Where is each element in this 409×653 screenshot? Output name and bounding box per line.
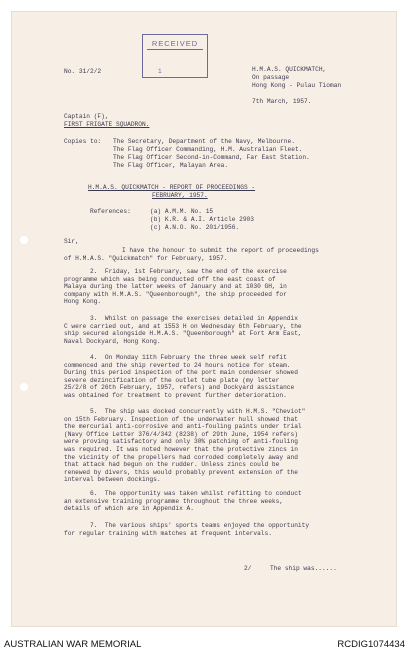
paragraph-7: 7. The various ships' sports teams enjoyed the opportunity for regular training with matches at frequent intervals.: [64, 522, 310, 537]
ship-name: H.M.A.S. QUICKMATCH,: [252, 66, 327, 73]
stamp-title: RECEIVED: [151, 39, 199, 48]
location-line-2: Hong Kong - Pulau Tioman: [252, 82, 342, 89]
references-label: References:: [90, 208, 131, 215]
addressee-line-2: FIRST FRIGATE SQUADRON.: [64, 121, 150, 128]
record-id: RCDIG1074434: [337, 639, 405, 650]
location-line-1: On passage: [252, 74, 290, 81]
stamp-mark: 1: [158, 68, 162, 75]
paragraph-6: 6. The opportunity was taken whilst refitting to conduct an extensive training programme throughout the three weeks, details of which are in Appendix A.: [64, 490, 302, 513]
subject-line-1: H.M.A.S. QUICKMATCH - REPORT OF PROCEEDINGS -: [88, 184, 256, 191]
punch-hole-top: [20, 236, 28, 244]
paragraph-1: I have the honour to submit the report of proceedings of H.M.A.S. "Quickmatch" for February, 1957.: [64, 247, 319, 262]
stamp-rule: [147, 49, 203, 50]
addressee-line-1: Captain (F),: [64, 113, 109, 120]
reference-b: (b) K.R. & A.I. Article 2903: [150, 216, 254, 223]
copies-line-4: The Flag Officer, Malayan Area.: [113, 162, 229, 169]
copies-line-2: The Flag Officer Commanding, H.M. Australian Fleet.: [113, 146, 303, 153]
reference-a: (a) A.M.M. No. 15: [150, 208, 214, 215]
paragraph-5: 5. The ship was docked concurrently with H.M.S. "Cheviot" on 15th February. Inspection of the underwater hull showed that the mercurial anti-corrosive and anti-fouling paints under trial (Navy Office Letter 376/4/342 (8238) of 29th June, 1954 refers) were proving satisfactory and only 30% patching of anti-fouling was required. It was noted however that the protective zincs in the vicinity of the propellers had corroded completely away and that attack had begun on the rudder. Unless zincs could be renewed by divers, this would probably prevent extension of the interval between dockings.: [64, 408, 306, 484]
file-reference: No. 31/2/2: [64, 68, 102, 75]
continuation-page: 2/: [244, 565, 252, 572]
continuation-text: The ship was......: [270, 565, 337, 572]
archive-credit: AUSTRALIAN WAR MEMORIAL: [4, 639, 142, 650]
paragraph-3: 3. Whilst on passage the exercises detailed in Appendix C were carried out, and at 1553 H on Wednesday 6th February, the ship secured alongside H.M.A.S. "Queenborough" at Fort Arm East, Naval Dockyard, Hong Kong.: [64, 315, 302, 345]
copies-line-1: The Secretary, Department of the Navy, Melbourne.: [113, 138, 295, 145]
copies-line-3: The Flag Officer Second-in-Command, Far East Station.: [113, 154, 310, 161]
letter-date: 7th March, 1957.: [252, 98, 312, 105]
salutation: Sir,: [64, 238, 79, 245]
paragraph-4: 4. On Monday 11th February the three week self refit commenced and the ship reverted to 24 hours notice for steam. During this period inspection of the port main condenser showed severe dezincification of the outlet tube plate (my letter 25/2/8 of 26th February, 1957, refers) and Dockyard assistance was obtained for treatment to prevent further deterioration.: [64, 354, 298, 399]
paragraph-2: 2. Friday, 1st February, saw the end of the exercise programme which was being conducted off the east coast of Malaya during the latter weeks of January and at 1030 GH, in company with H.M.A.S. "Queenborough", the ship proceeded for Hong Kong.: [64, 268, 287, 306]
subject-line-2: FEBRUARY, 1957.: [152, 192, 208, 199]
received-stamp: [142, 34, 208, 78]
punch-hole-bottom: [20, 383, 28, 391]
reference-c: (c) A.N.O. No. 201/1956.: [150, 224, 240, 231]
copies-label: Copies to:: [64, 138, 102, 145]
